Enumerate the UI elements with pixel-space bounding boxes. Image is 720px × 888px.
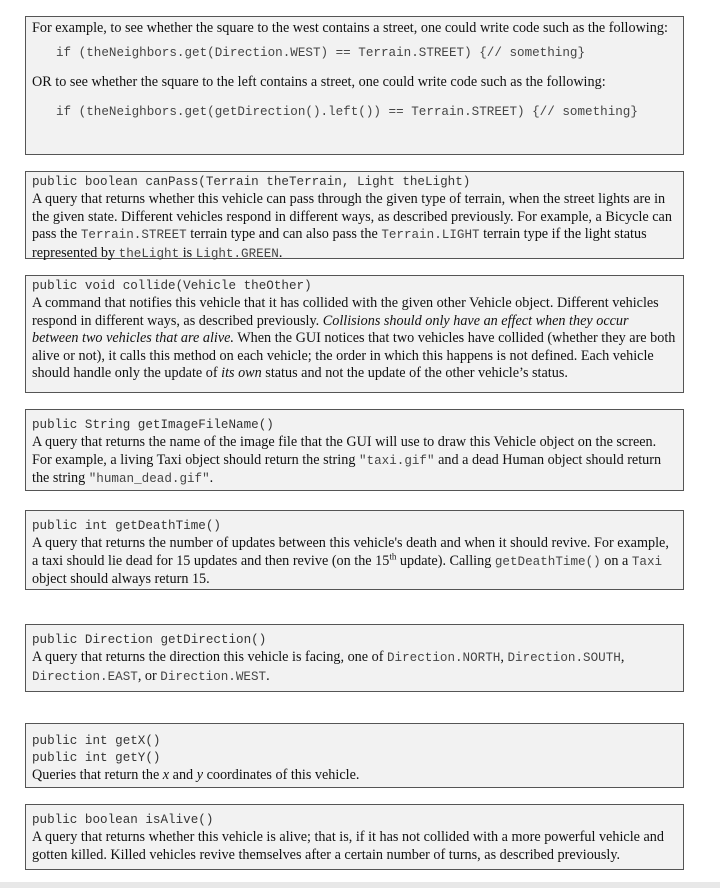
getimagefilename-signature: public String getImageFileName() xyxy=(32,418,274,432)
getdirection-description: A query that returns the direction this vehicle is facing, one of Direction.NORTH, Direction.SOUTH, Direction.EAST, or Direction.WEST. xyxy=(32,649,625,684)
example-code-west: if (theNeighbors.get(Direction.WEST) == Terrain.STREET) {// something} xyxy=(56,45,586,60)
collide-method-box xyxy=(25,275,684,393)
getx-signature: public int getX() xyxy=(32,734,161,748)
page-bottom-edge xyxy=(0,882,720,888)
isalive-description: A query that returns whether this vehicle is alive; that is, if it has not collided with a more powerful vehicle and gotten killed. Killed vehicles revive themselves after a certain number of turns, as described previously. xyxy=(32,829,664,863)
getimagefilename-method-box xyxy=(25,409,684,491)
collide-signature: public void collide(Vehicle theOther) xyxy=(32,279,312,293)
gety-signature: public int getY() xyxy=(32,751,161,765)
isalive-method-box xyxy=(25,804,684,870)
getxy-description: Queries that return the x and y coordinates of this vehicle. xyxy=(32,767,360,783)
example-code-left: if (theNeighbors.get(getDirection().left()) == Terrain.STREET) {// something} xyxy=(56,105,638,119)
example-intro-west: For example, to see whether the square to the west contains a street, one could write code such as the following: xyxy=(32,20,668,36)
getimagefilename-description: A query that returns the name of the image file that the GUI will use to draw this Vehicle object on the screen. For example, a living Taxi object should return the string "taxi.gif" and a dead Human object should return the string "human_dead.gif". xyxy=(32,434,662,486)
getdeathtime-method-box xyxy=(25,510,684,590)
canpass-description: A query that returns whether this vehicle can pass through the given type of terrain, when the street lights are in the given state. Different vehicles respond in different ways, as described previously. For example, a Bicycle can pass the Terrain.STREET terrain type and can also pass the Terrain.LIGHT terrain type if the light status represented by theLight is Light.GREEN. xyxy=(32,191,672,261)
example-intro-left: OR to see whether the square to the left contains a street, one could write code such as the following: xyxy=(32,73,606,90)
getdirection-method-box xyxy=(25,624,684,692)
canpass-method-box xyxy=(25,171,684,259)
getxy-method-box xyxy=(25,723,684,788)
canpass-signature: public boolean canPass(Terrain theTerrain, Light theLight) xyxy=(32,175,471,189)
getdeathtime-signature: public int getDeathTime() xyxy=(32,519,221,533)
example-box xyxy=(25,16,684,155)
collide-description: A command that notifies this vehicle that it has collided with the given other Vehicle object. Different vehicles respond in different ways, as described previously. Collisions should only have an effect when they occur between two vehicles that are alive. When the GUI notices that two vehicles have collided (whether they are both alive or not), it calls this method on each vehicle; the order in which this happens is not defined. Each vehicle should handle only the update of its own status and not the update of the other vehicle’s status. xyxy=(32,295,676,381)
getdirection-signature: public Direction getDirection() xyxy=(32,633,267,647)
getdeathtime-description: A query that returns the number of updates between this vehicle's death and when it should revive. For example, a taxi should lie dead for 15 updates and then revive (on the 15th update). Calling getDeathTime() on a Taxi object should always return 15. xyxy=(32,535,669,587)
isalive-signature: public boolean isAlive() xyxy=(32,813,214,827)
